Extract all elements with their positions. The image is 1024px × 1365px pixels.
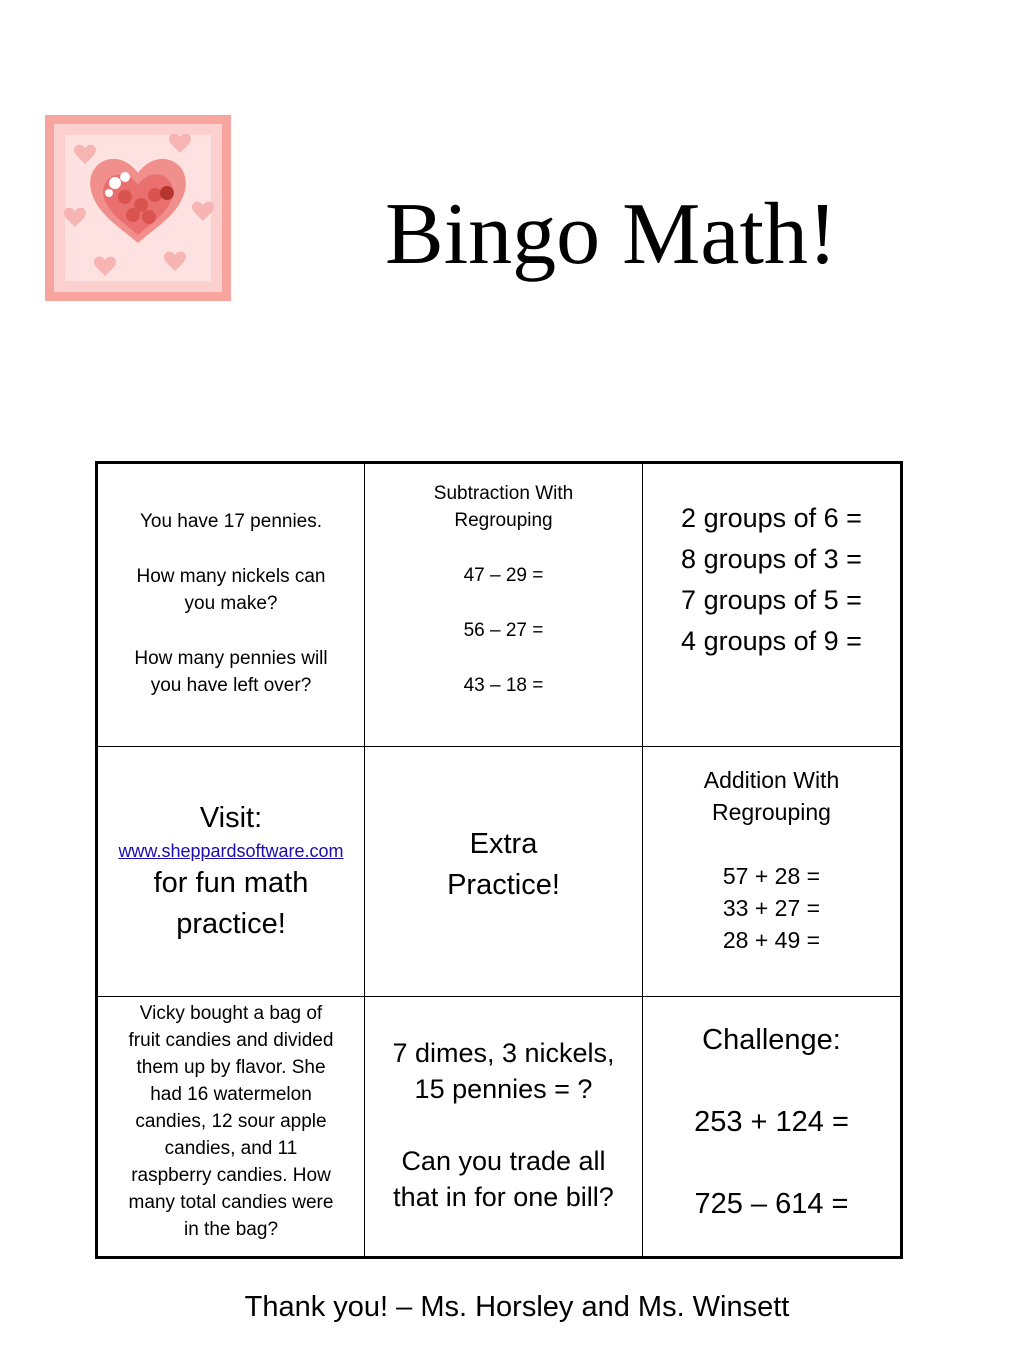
cell-text-line: 7 groups of 5 = [681,585,862,615]
bingo-cell-free-space[interactable] [365,747,643,997]
cell-text-line: Practice! [447,869,560,901]
bingo-cell-candy-problem[interactable] [98,997,365,1256]
cell-text-line: 2 groups of 6 = [681,503,862,533]
cell-text-line: How many pennies will [134,648,328,669]
cell-text-line: How many nickels can [136,566,326,587]
cell-text-line: 8 groups of 3 = [681,544,862,574]
footer-thanks: Thank you! – Ms. Horsley and Ms. Winsett [244,1291,790,1323]
cell-text-line: practice! [176,908,286,940]
cell-text-line: Addition With [703,767,840,793]
cell-text-line: candies, and 11 [164,1138,298,1159]
cell-text-line: fruit candies and divided [128,1030,334,1051]
cell-text-line: many total candies were [128,1192,334,1213]
bingo-cell-money-trade[interactable] [365,997,643,1256]
cell-text-line: raspberry candies. How [131,1165,331,1186]
cell-text-line: Can you trade all [401,1146,606,1176]
cell-text-line: had 16 watermelon [150,1084,312,1105]
bingo-grid [95,461,903,1259]
website-link[interactable]: www.sheppardsoftware.com [118,841,344,861]
cell-text-line: for fun math [153,867,309,899]
cell-text-line: Visit: [199,802,263,834]
cell-text-line: that in for one bill? [393,1182,614,1212]
cell-text-line: 56 – 27 = [463,620,544,641]
cell-text-line: Vicky bought a bag of [139,1003,323,1024]
cell-text-line: You have 17 pennies. [139,511,323,532]
cell-text-line: 253 + 124 = [694,1106,849,1138]
cell-text-line: Challenge: [702,1024,841,1056]
cell-text-line: 4 groups of 9 = [681,626,862,656]
cell-text-line: 33 + 27 = [722,895,821,921]
bingo-cell-visit-website[interactable] [98,747,365,997]
bingo-cell-coins-question[interactable] [98,464,365,747]
heart-pattern-icon [45,115,231,301]
bingo-cell-multiplication-groups[interactable] [643,464,900,747]
bingo-cell-challenge[interactable] [643,997,900,1256]
cell-text-line: 7 dimes, 3 nickels, [392,1038,615,1068]
bingo-cell-subtraction[interactable] [365,464,643,747]
cell-text-line: candies, 12 sour apple [135,1111,327,1132]
cell-text-line: 43 – 18 = [463,675,544,696]
cell-text-line: Subtraction With [433,483,574,504]
cell-text-line: 47 – 29 = [463,565,544,586]
cell-text-line: you have left over? [150,675,312,696]
page-title: Bingo Math! [385,186,838,283]
cell-text-line: 15 pennies = ? [414,1074,593,1104]
cell-text-line: 57 + 28 = [722,863,821,889]
cell-text-line: Regrouping [454,510,553,531]
cell-text-line: 725 – 614 = [694,1188,849,1220]
cell-text-line: Regrouping [712,799,831,825]
cell-text-line: you make? [184,593,278,614]
cell-text-line: in the bag? [183,1219,279,1240]
cell-text-line: 28 + 49 = [722,927,821,953]
cell-text-line: them up by flavor. She [136,1057,326,1078]
cell-text-line: Extra [469,828,538,860]
bingo-cell-addition[interactable] [643,747,900,997]
